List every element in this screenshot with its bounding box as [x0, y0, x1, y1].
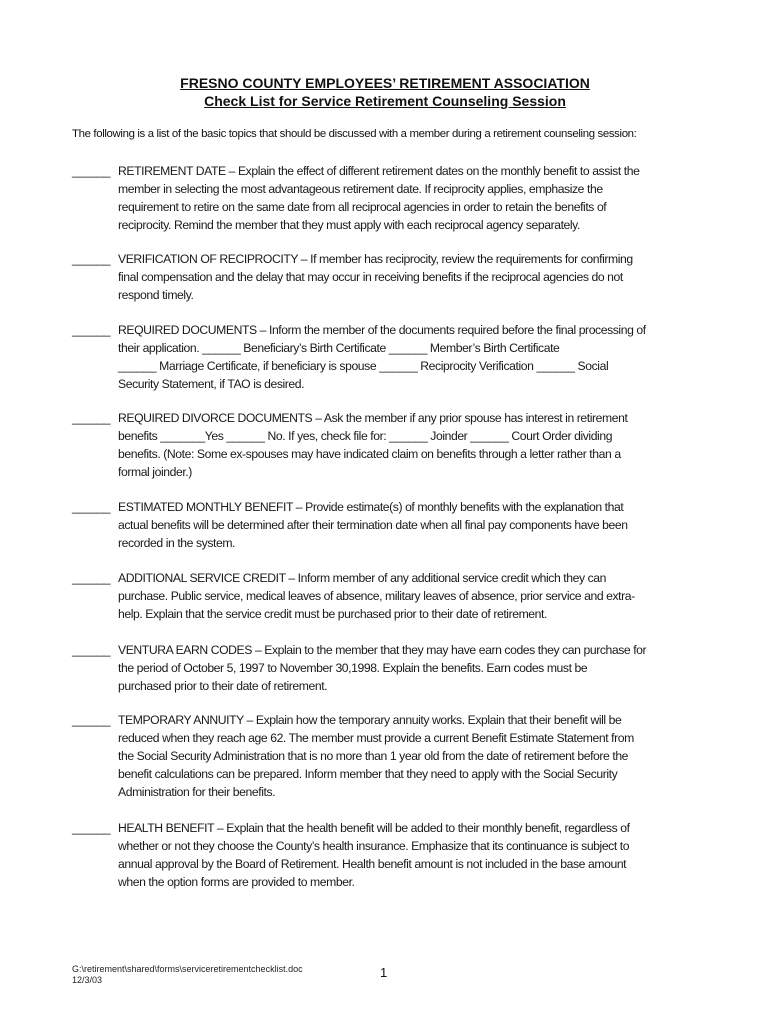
checklist-item-text-line: requirement to retire on the same date from all reciprocal agencies in order to retain the benefits of: [118, 200, 607, 214]
checklist-item-text-line: benefits. (Note: Some ex-spouses may have indicated claim on benefits through a letter rather than a: [118, 447, 621, 461]
checklist-item-text-line: VENTURA EARN CODES – Explain to the member that they may have earn codes they can purchase for: [118, 643, 647, 657]
checklist-item-text-line: HEALTH BENEFIT – Explain that the health benefit will be added to their monthly benefit, regardless of: [118, 821, 630, 835]
checklist-item-text-line: the period of October 5, 1997 to November 30,1998. Explain the benefits. Earn codes must be: [118, 661, 588, 675]
checklist-item-text-line: Security Statement, if TAO is desired.: [118, 377, 305, 391]
checklist-item: [72, 409, 702, 481]
checkbox-blank-line[interactable]: ______: [72, 821, 111, 835]
checklist-item-text-line: ______ Marriage Certificate, if beneficiary is spouse ______ Reciprocity Verification ______ Social: [118, 359, 609, 373]
checkbox-blank-line[interactable]: ______: [72, 323, 111, 337]
checkbox-blank-line[interactable]: ______: [72, 643, 111, 657]
checkbox-blank-line[interactable]: ______: [72, 571, 111, 585]
checklist-item-text-line: whether or not they choose the County’s health insurance. Emphasize that its continuance is subject to: [118, 839, 630, 853]
checklist-item-text-line: benefits _______Yes ______ No. If yes, check file for: ______ Joinder ______ Court Order dividing: [118, 429, 613, 443]
checklist-item-text-line: member in selecting the most advantageous retirement date. If reciprocity applies, emphasize the: [118, 182, 603, 196]
checklist-item-text-line: RETIREMENT DATE – Explain the effect of different retirement dates on the monthly benefit to assist the: [118, 164, 640, 178]
checklist-item: [72, 162, 702, 234]
checklist-item: [72, 498, 702, 552]
checklist-item: [72, 569, 702, 623]
checklist-item-text-line: reduced when they reach age 62. The member must provide a current Benefit Estimate Statement from: [118, 731, 634, 745]
checkbox-blank-line[interactable]: ______: [72, 411, 111, 425]
checklist-item-text-line: formal joinder.): [118, 465, 192, 479]
checklist-item: [72, 641, 702, 695]
checklist-item-text-line: TEMPORARY ANNUITY – Explain how the temporary annuity works. Explain that their benefit will be: [118, 713, 622, 727]
checklist-item-text-line: Administration for their benefits.: [118, 785, 276, 799]
checklist-item-text-line: REQUIRED DIVORCE DOCUMENTS – Ask the member if any prior spouse has interest in retirement: [118, 411, 628, 425]
checklist-item-text-line: ADDITIONAL SERVICE CREDIT – Inform member of any additional service credit which they can: [118, 571, 607, 585]
checklist-item: [72, 250, 702, 304]
checklist-item-text-line: final compensation and the delay that may occur in receiving benefits if the reciprocal agencies do not: [118, 270, 623, 284]
checklist-item-text-line: reciprocity. Remind the member that they must apply with each reciprocal agency separately.: [118, 218, 580, 232]
checklist-item-text-line: purchase. Public service, medical leaves of absence, military leaves of absence, prior service and extra-: [118, 589, 635, 603]
document-title: FRESNO COUNTY EMPLOYEES’ RETIREMENT ASSOCIATION: [180, 75, 590, 91]
checklist-item-text-line: benefit calculations can be prepared. Inform member that they need to apply with the Social Security: [118, 767, 618, 781]
footer: [72, 964, 303, 986]
checkbox-blank-line[interactable]: ______: [72, 500, 111, 514]
checklist-item-text-line: when the option forms are provided to member.: [118, 875, 355, 889]
checklist-item-text-line: VERIFICATION OF RECIPROCITY – If member has reciprocity, review the requirements for confirming: [118, 252, 633, 266]
checklist-item: [72, 321, 702, 393]
checkbox-blank-line[interactable]: ______: [72, 252, 111, 266]
footer-date: 12/3/03: [72, 975, 103, 985]
checkbox-blank-line[interactable]: ______: [72, 164, 111, 178]
checklist-item-text-line: ESTIMATED MONTHLY BENEFIT – Provide estimate(s) of monthly benefits with the explanation that: [118, 500, 624, 514]
checklist-item-text-line: recorded in the system.: [118, 536, 236, 550]
checklist-item-text-line: their application. ______ Beneficiary’s Birth Certificate ______ Member’s Birth Certificate: [118, 341, 560, 355]
page-number: 1: [380, 965, 388, 980]
footer-file-path: G:\retirement\shared\forms\serviceretirementchecklist.doc: [72, 964, 303, 974]
checklist-item: [72, 819, 702, 891]
checklist-item: [72, 711, 702, 801]
checklist-item-text-line: actual benefits will be determined after their termination date when all final pay components have been: [118, 518, 628, 532]
intro-paragraph: The following is a list of the basic topics that should be discussed with a member during a retirement counseling session:: [72, 128, 637, 140]
checkbox-blank-line[interactable]: ______: [72, 713, 111, 727]
checklist-item-text-line: annual approval by the Board of Retirement. Health benefit amount is not included in the base amount: [118, 857, 627, 871]
checklist-item-text-line: REQUIRED DOCUMENTS – Inform the member of the documents required before the final processing of: [118, 323, 646, 337]
checklist-item-text-line: help. Explain that the service credit must be purchased prior to their date of retirement.: [118, 607, 547, 621]
checklist-item-text-line: the Social Security Administration that is no more than 1 year old from the date of retirement before the: [118, 749, 629, 763]
checklist-item-text-line: respond timely.: [118, 288, 194, 302]
document-subtitle: Check List for Service Retirement Counseling Session: [204, 93, 566, 109]
checklist-item-text-line: purchased prior to their date of retirement.: [118, 679, 328, 693]
